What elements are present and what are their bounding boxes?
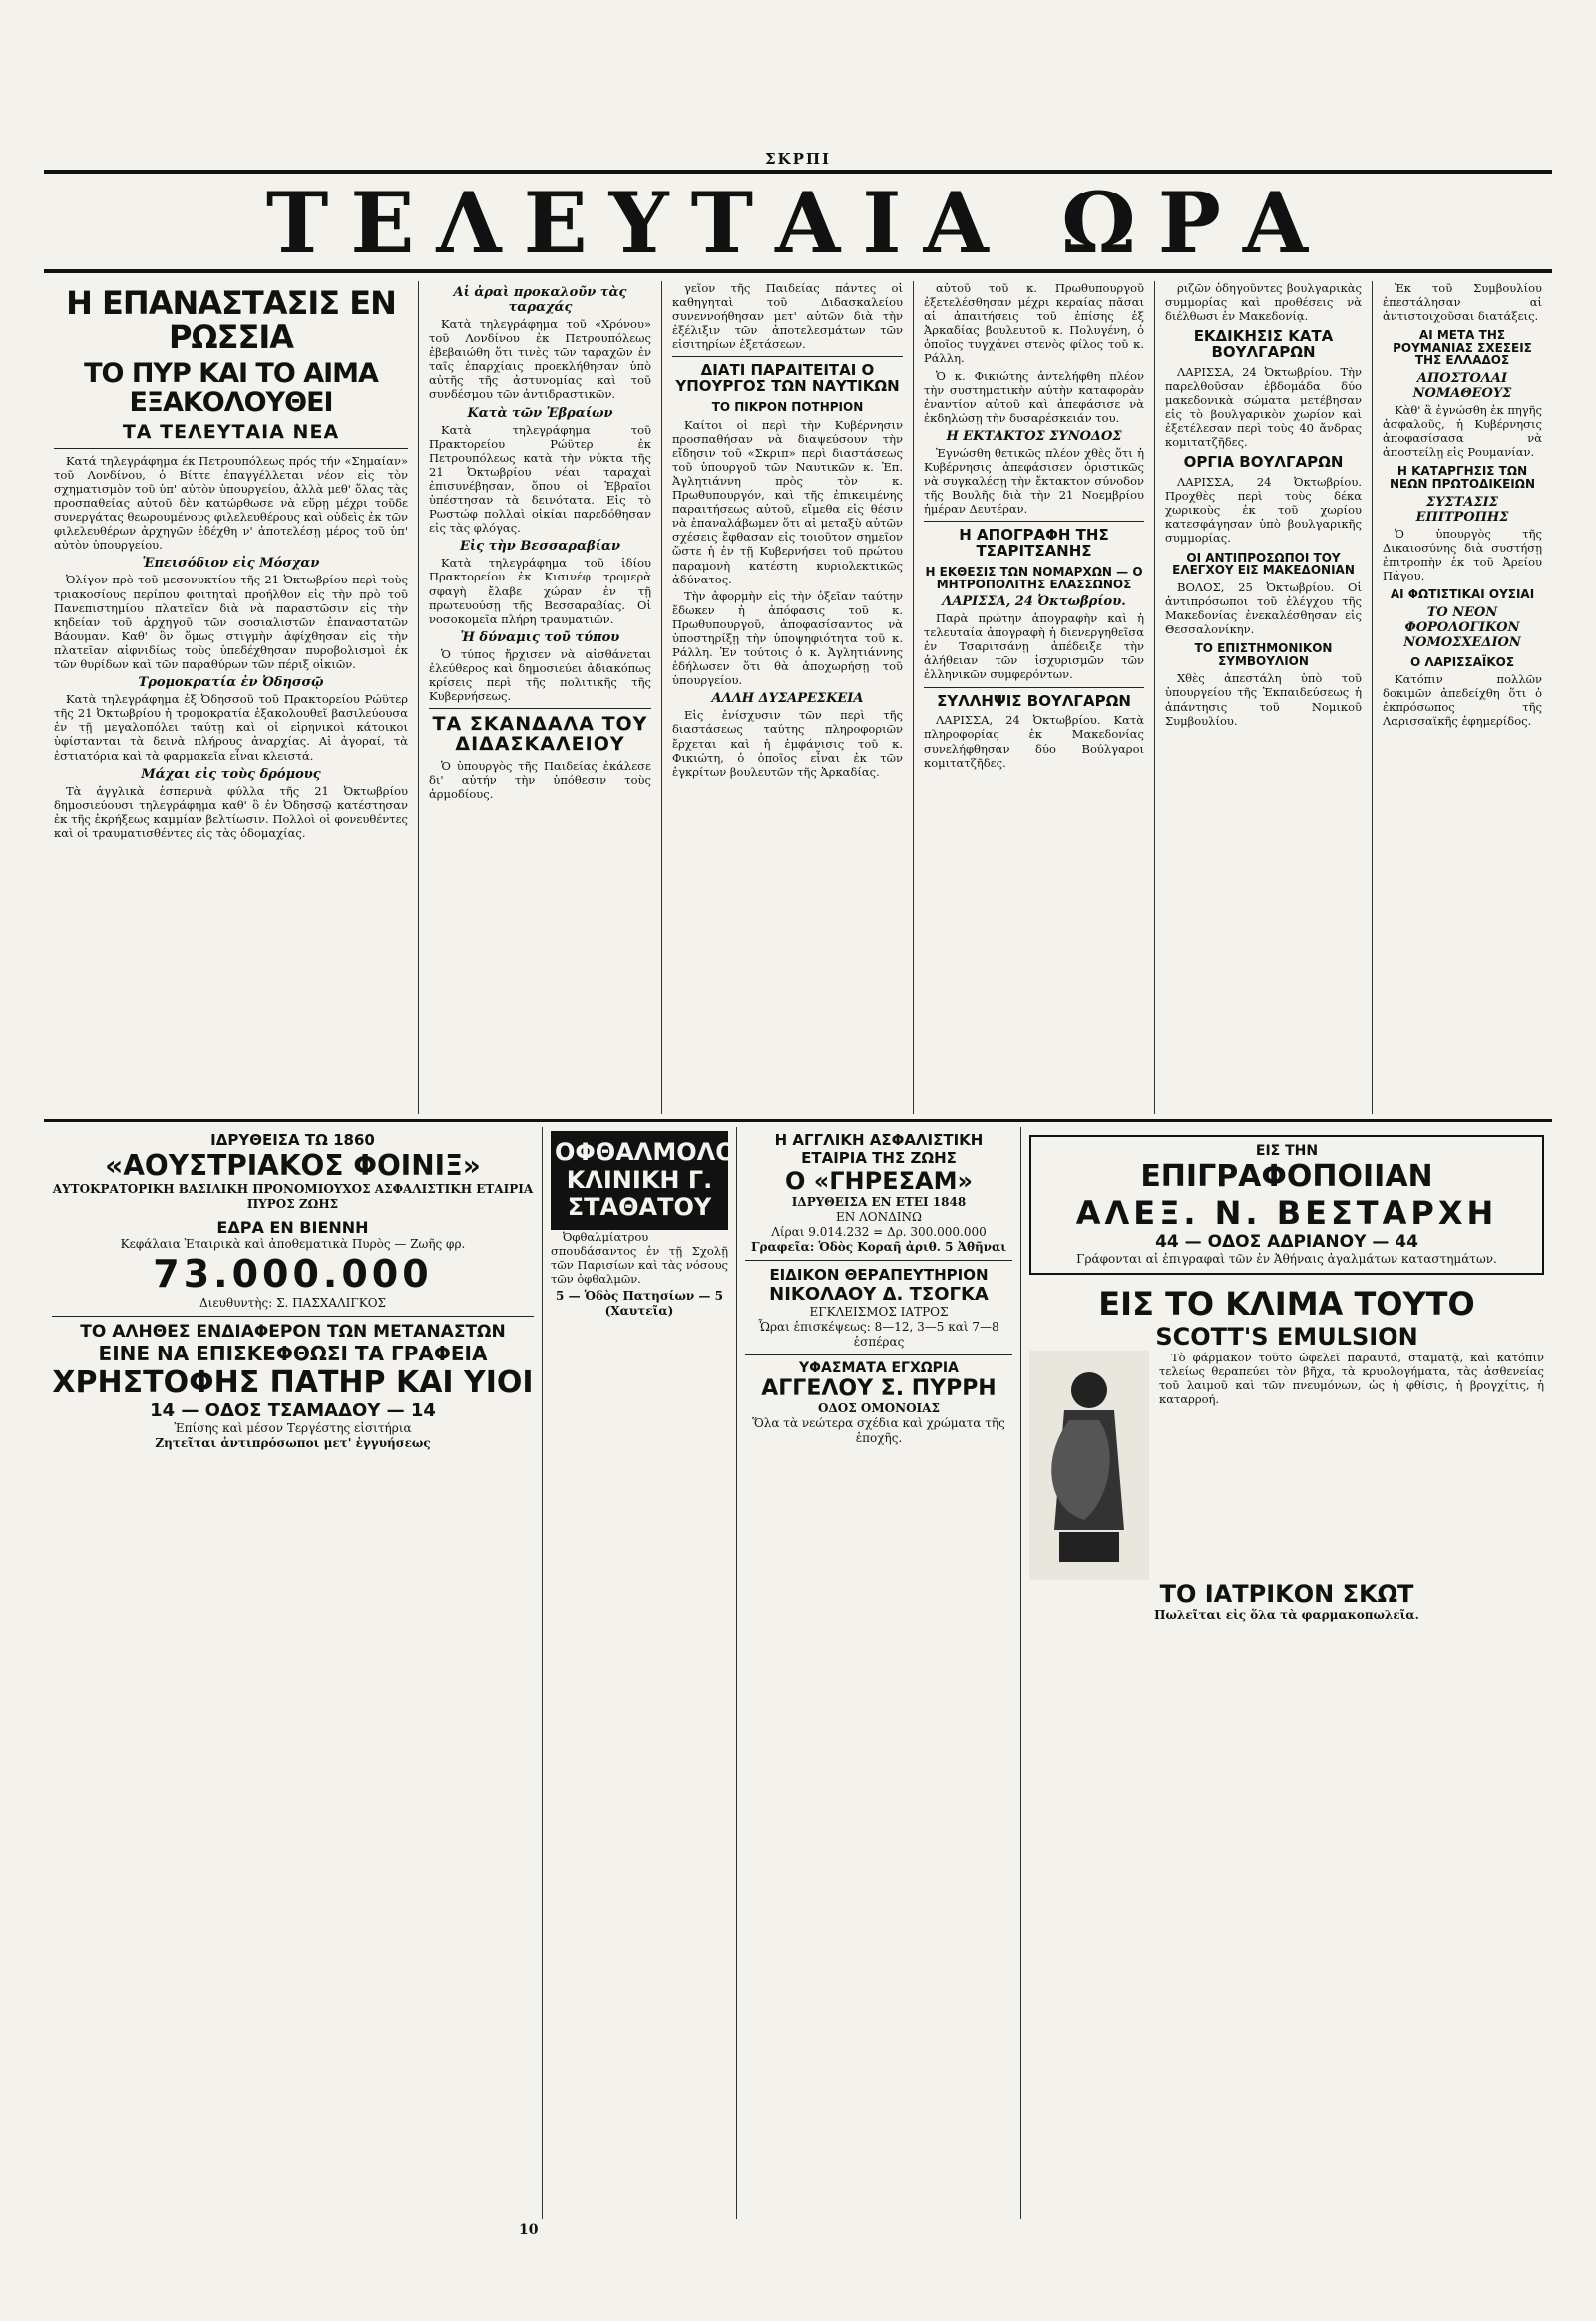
article-text: Ἐγνώσθη θετικῶς πλέον χθὲς ὅτι ἡ Κυβέρνησις ἀπεφάσισεν ὁριστικῶς νὰ συγκαλέσῃ τὴν ἔκτακτον σύνοδον τῆς Βουλῆς διὰ τὴν 21 Νοεμβρίου ἡμέραν Δευτέραν. [924, 445, 1144, 517]
article-text: Κατὰ τηλεγράφημα τοῦ Πρακτορείου Ρώϋτερ ἐκ Πετρουπόλεως κατὰ τὴν νύκτα τῆς 21 Ὀκτωβρίου νέαι ταραχαὶ ἐπισυνέβησαν, ὅπου οἱ Ἑβραῖοι ὑπέστησαν τὰ δεινότατα. Εἰς τὸ Ρωστώφ πολλαὶ οἰκίαι παρεδόθησαν εἰς τὰς φλόγας. [429, 422, 651, 536]
ad-seat: ΕΔΡΑ ΕΝ ΒΙΕΝΝΗ [216, 1218, 369, 1237]
ad-desc: ΑΥΤΟΚΡΑΤΟΡΙΚΗ ΒΑΣΙΛΙΚΗ ΠΡΟΝΟΜΙΟΥΧΟΣ ΑΣΦΑΛΙΣΤΙΚΗ ΕΤΑΙΡΙΑ ΠΥΡΟΣ ΖΩΗΣ [52, 1182, 534, 1211]
ad-note: Γράφονται αἱ ἐπιγραφαὶ τῶν ἐν Ἀθήναις ἀγαλμάτων καταστημάτων. [1076, 1252, 1497, 1266]
page-number: ΣΚΡΠΙ [764, 150, 832, 168]
column-1 [44, 281, 419, 1114]
headline-larissaikos: Ο ΛΑΡΙΣΣΑΪΚΟΣ [1409, 654, 1515, 669]
headline-representatives: ΟΙ ΑΝΤΙΠΡΟΣΩΠΟΙ ΤΟΥ ΕΛΕΓΧΟΥ ΕΙΣ ΜΑΚΕΔΟΝΙΑΝ [1172, 550, 1355, 578]
headline-navy-minister: ΔΙΑΤΙ ΠΑΡΑΙΤΕΙΤΑΙ Ο ΥΠΟΥΡΓΟΣ ΤΩΝ ΝΑΥΤΙΚΩΝ [675, 361, 900, 396]
ad-headline: ΤΟ ΙΑΤΡΙΚΟΝ ΣΚΩΤ [1159, 1580, 1414, 1608]
masthead: ΤΕΛΕΥΤΑΙΑ ΩΡΑ [44, 178, 1552, 273]
ad-fabrics-title: ΥΦΑΣΜΑΤΑ ΕΓΧΩΡΙΑ [799, 1360, 959, 1376]
ad-name: ΧΡΗΣΤΟΦΗΣ ΠΑΤΗΡ ΚΑΙ ΥΙΟΙ [52, 1365, 534, 1400]
article-text: ΛΑΡΙΣΣΑ, 24 Ὀκτωβρίου. Προχθὲς περὶ τοὺς δέκα χωρικοὺς ἐκ τοῦ χωρίου κατεσφάγησαν ὑπὸ βουλγαρικῆς συμμορίας. [1165, 475, 1362, 546]
article-text: Χθὲς ἀπεστάλη ὑπὸ τοῦ ὑπουργείου τῆς Ἐκπαιδεύσεως ἡ ἀπάντησις τοῦ Νομικοῦ Συμβουλίου. [1165, 671, 1362, 728]
article-text: Κατά τηλεγράφημα έκ Πετρουπόλεως πρός τήν «Σημαίαν» τοῦ Λονδίνου, ὁ Βίττε ἐπαγγέλλεται νέον εἰς τὸν σχηματισμὸν τοῦ ὑπ' αὐτὸν ὑπουργείου, ἀλλὰ μεθ' ὅλας τὰς προσπαθείας αὐτοῦ δὲν κατώρθωσε νὰ εὕρῃ μέχρι τοῦδε συνεργάτας θεωρουμένους φιλελευθέρους καὶ οὐδεὶς ἐκ τῶν φιλελευθέρων ἀρχηγῶν ἐδέχθη ν' ἀποτελέσῃ μέρος τοῦ ὑπ' αὐτὸν ὑπουργείου. [54, 453, 408, 553]
column-5 [1155, 281, 1373, 1114]
ad-name: Ο «ΓΗΡΕΣΑΜ» [785, 1167, 973, 1195]
ad-office: Γραφεῖα: Ὁδὸς Κοραῆ ἀριθ. 5 Ἀθῆναι [750, 1240, 1007, 1254]
headline-council: ΤΟ ΕΠΙΣΤΗΜΟΝΙΚΟΝ ΣΥΜΒΟΥΛΙΟΝ [1194, 641, 1333, 668]
column-6 [1373, 281, 1552, 1114]
article-text: Κατὰ τηλεγράφημα ἐξ Ὀδησσοῦ τοῦ Πρακτορείου Ρώϋτερ τῆς 21 Ὀκτωβρίου ἡ τρομοκρατία ἐξακολουθεῖ βασιλεύουσα ἐν τῇ μεγαλοπόλει ταύτῃ καὶ οἱ εἰρηνικοὶ κάτοικοι ὑφίστανται τὰ δεινὰ πλήρους ἀναρχίας. Αἱ ἀγοραί, τὰ ἐστιατόρια καὶ τὰ φαρμακεῖα εἶναι κλειστά. [54, 692, 408, 763]
ad-gresham [737, 1127, 1021, 2219]
subhead: Τρομοκρατία ἐν Ὀδησσῷ [138, 675, 324, 691]
ad-address: 14 — ΟΔΟΣ ΤΣΑΜΑΔΟΥ — 14 [150, 1400, 436, 1421]
divider [745, 1260, 1012, 1261]
ad-capital: 73.000.000 [153, 1252, 433, 1296]
headline-revenge: ΕΚΔΙΚΗΣΙΣ ΚΑΤΑ ΒΟΥΛΓΑΡΩΝ [1193, 327, 1334, 362]
footer-number: 10 [519, 2222, 539, 2238]
article-text: ΛΑΡΙΣΣΑ, 24 Ὀκτωβρίου. Κατὰ πληροφορίας ἐκ Μακεδονίας συνελήφθησαν δύο Βούλγαροι κομιτατζῆδες. [924, 713, 1144, 770]
section-latest-news: ΤΑ ΤΕΛΕΥΤΑΙΑ ΝΕΑ [122, 420, 340, 443]
subhead: Μάχαι εἰς τοὺς δρόμους [141, 766, 321, 782]
ad-founded: ΙΔΡΥΘΕΙΣΑ ΕΝ ΕΤΕΙ 1848 [791, 1195, 967, 1209]
divider [924, 521, 1144, 522]
article-text: αὐτοῦ τοῦ κ. Πρωθυπουργοῦ ἐξετελέσθησαν μέχρι κεραίας πᾶσαι αἱ ἀπαιτήσεις τοῦ ἐπίσης ἐξ Ἀρκαδίας βουλευτοῦ κ. Πολυγένη, ὁ ὁποῖος τυγχάνει στενὸς φίλος τοῦ κ. Ράλλη. [924, 281, 1144, 366]
ad-city: ΕΝ ΛΟΝΔΙΝΩ [836, 1210, 922, 1224]
subhead: ΑΠΟΣΤΟΛΑΙ ΝΟΜΑΘΕΟΥΣ [1412, 371, 1512, 402]
headline-courts: Η ΚΑΤΑΡΓΗΣΙΣ ΤΩΝ ΝΕΩΝ ΠΡΩΤΟΔΙΚΕΙΩΝ [1389, 464, 1536, 492]
headline-orgy: ΟΡΓΙΑ ΒΟΥΛΓΑΡΩΝ [1183, 453, 1344, 472]
article-text: ΒΟΛΟΣ, 25 Ὀκτωβρίου. Οἱ ἀντιπρόσωποι τοῦ ἐλέγχου τῆς Μακεδονίας ἐνεκαλέσθησαν εἰς Θεσσαλονίκην. [1165, 580, 1362, 637]
subhead: ΑΛΛΗ ΔΥΣΑΡΕΣΚΕΙΑ [711, 691, 864, 707]
column-4 [914, 281, 1155, 1114]
ad-line: ΕΙΝΕ ΝΑ ΕΠΙΣΚΕΦΘΩΣΙ ΤΑ ΓΡΑΦΕΙΑ [98, 1342, 488, 1365]
headline-lighting: ΑΙ ΦΩΤΙΣΤΙΚΑΙ ΟΥΣΙΑΙ [1390, 587, 1535, 601]
headline-revolution: Η ΕΠΑΝΑΣΤΑΣΙΣ ΕΝ ΡΩΣΣΙΑ [66, 284, 396, 356]
ad-headline: ΤΟ ΑΛΗΘΕΣ ΕΝΔΙΑΦΕΡΟΝ ΤΩΝ ΜΕΤΑΝΑΣΤΩΝ [80, 1322, 506, 1342]
ad-clinic-role: ΕΓΚΛΕΙΣΜΟΣ ΙΑΤΡΟΣ [809, 1305, 949, 1319]
ad-address: 44 — ΟΔΟΣ ΑΔΡΙΑΝΟΥ — 44 [1155, 1232, 1418, 1252]
article-text: Ὁ τύπος ἤρχισεν νὰ αἰσθάνεται ἐλεύθερος καὶ δημοσιεύει ἀδιακόπως κρίσεις περὶ τῆς πολιτικῆς τῆς Κυβερνήσεως. [429, 646, 651, 704]
article-text: Ὁ ὑπουργὸς τῆς Παιδείας ἐκάλεσε δι' αὐτήν τὴν ὑπόθεσιν τοὺς ἁρμοδίους. [429, 759, 651, 802]
divider [745, 1354, 1012, 1355]
news-columns [44, 281, 1552, 1114]
subheadline-census: Η ΕΚΘΕΣΙΣ ΤΩΝ ΝΟΜΑΡΧΩΝ — Ο ΜΗΤΡΟΠΟΛΙΤΗΣ ΕΛΑΣΣΩΝΟΣ [925, 564, 1143, 591]
article-text: Τὴν ἀφορμὴν εἰς τὴν ὀξεῖαν ταύτην ἔδωκεν ἡ ἀπόφασις τοῦ κ. Πρωθυπουργοῦ, ἀποφασίσαντος νὰ ὑποστηρίξῃ τὴν ὑποψηφιότητα τοῦ κ. Ράλλη. Ἐν τούτοις ὁ κ. Ἀγλητιάννης ἐδήλωσεν ὅτι θὰ ἀποχωρήσῃ τοῦ ὑπουργείου. [672, 588, 903, 688]
article-text: Τὰ ἀγγλικὰ ἑσπερινὰ φύλλα τῆς 21 Ὀκτωβρίου δημοσιεύουσι τηλεγράφημα καθ' ὃ ἐν Ὀδησσῷ κατέστησαν ἐκ τῆς ἐκρήξεως καμμίαν βελτίωσιν. Πολλοὶ οἱ φονευθέντες καὶ οἱ τραυματισθέντες εἰς τὰς ὁδομαχίας. [54, 783, 408, 840]
ad-founded: ΙΔΡΥΘΕΙΣΑ ΤΩ 1860 [210, 1131, 375, 1149]
divider [429, 708, 651, 709]
subhead: ΣΥΣΤΑΣΙΣ ΕΠΙΤΡΟΠΗΣ [1415, 494, 1509, 525]
ads-separator [44, 1119, 1552, 1122]
ad-ophthalmology [543, 1127, 799, 2219]
ad-fabrics-desc: Ὅλα τὰ νεώτερα σχέδια καὶ χρώματα τῆς ἐποχῆς. [752, 1416, 1005, 1445]
article-text: ΛΑΡΙΣΣΑ, 24 Ὀκτωβρίου. Τὴν παρελθοῦσαν ἑβδομάδα δύο μακεδονικὰ σώματα μετέβησαν εἰς τὸ βουλγαρικὸν χωρίον καὶ ἐξετέλεσαν περὶ τοὺς 40 ἄνδρας κομιτατζῆδες. [1165, 364, 1362, 450]
ad-text: Ὀφθαλμίατρου σπουδάσαντος ἐν τῇ Σχολῇ τῶν Παρισίων καὶ τὰς νόσους τῶν ὀφθαλμῶν. [551, 1229, 728, 1287]
ad-headline: ΕΙΣ ΤΟ ΚΛΙΜΑ ΤΟΥΤΟ [1098, 1285, 1475, 1323]
article-text: Καίτοι οἱ περὶ τὴν Κυβέρνησιν προσπαθήσαν νὰ διαψεύσουν τὴν εἴδησιν τοῦ «Σκριπ» περὶ διαστάσεως τοῦ ὑπουργοῦ τῶν Ναυτικῶν κ. Ἐπ. Ἀγλητιάννη πρὸς τὸν κ. Πρωθυπουργόν, καὶ τῆς ἐπικειμένης παραιτήσεως αὐτοῦ, εἴμεθα εἰς θέσιν νὰ ἐπαναλάβωμεν ὅτι αἱ μεταξὺ αὐτῶν σχέσεις ἔφθασαν εἰς τοιοῦτον σημεῖον ὥστε ἡ ἐν τῇ Κυβερνήσει τοῦ πρώτου παραμονὴ κατέστη κυριολεκτικῶς ἀδύνατος. [672, 417, 903, 586]
ad-address: 5 — Ὁδὸς Πατησίων — 5 (Χαυτεῖα) [556, 1289, 723, 1319]
column-2 [419, 281, 662, 1114]
subhead: Κατὰ τῶν Ἑβραίων [467, 405, 613, 421]
subhead: Η ΕΚΤΑΚΤΟΣ ΣΥΝΟΔΟΣ [946, 428, 1122, 444]
dateline: ΛΑΡΙΣΣΑ, 24 Ὀκτωβρίου. [942, 594, 1126, 610]
article-text: Παρὰ πρώτην ἀπογραφὴν καὶ ἡ τελευταία ἀπογραφὴ ἡ διενεργηθεῖσα ἐν Τσαριτσάνῃ ἀπέδειξε τὴν ἀλήθειαν τῶν ἰσχυρισμῶν τῶν ἐλληνικῶν συμφερόντων. [924, 611, 1144, 682]
ad-contact: Ζητεῖται ἀντιπρόσωποι μετ' ἐγγυήσεως [155, 1436, 431, 1450]
divider [54, 448, 408, 449]
ad-capital-label: Κεφάλαια Ἑταιρικὰ καὶ ἀποθεματικὰ Πυρὸς — Ζωῆς φρ. [120, 1237, 466, 1251]
headline-romania: ΑΙ ΜΕΤΑ ΤΗΣ ΡΟΥΜΑΝΙΑΣ ΣΧΕΣΕΙΣ ΤΗΣ ΕΛΛΑΔΟΣ [1393, 328, 1532, 368]
subhead: Εἰς τὴν Βεσσαραβίαν [459, 539, 621, 555]
ad-fabrics-street: ΟΔΟΣ ΟΜΟΝΟΙΑΣ [818, 1401, 940, 1415]
ad-title: ΕΠΙΓΡΑΦΟΠΟΙΙΑΝ [1140, 1159, 1433, 1194]
ad-signs-box [1029, 1135, 1544, 1275]
ad-capital: Λίραι 9.014.232 = Δρ. 300.000.000 [771, 1225, 987, 1239]
ad-tickets: Ἐπίσης καὶ μέσον Τεργέστης εἰσιτήρια [174, 1421, 412, 1435]
article-text: Ὁ κ. Φικιώτης ἀντελήφθη πλέον τὴν συστηματικὴν αὐτὴν καταφορὰν ἐναντίον αὐτοῦ καὶ ἀπεφάσισε νὰ ἐκδηλώσῃ τὴν δυσαρέσκειάν του. [924, 368, 1144, 425]
ad-title: Η ΑΓΓΛΙΚΗ ΑΣΦΑΛΙΣΤΙΚΗ ΕΤΑΙΡΙΑ ΤΗΣ ΖΩΗΣ [774, 1131, 984, 1167]
divider [52, 1316, 534, 1317]
subheadline-fire-blood: ΤΟ ΠΥΡ ΚΑΙ ΤΟ ΑΙΜΑ ΕΞΑΚΟΛΟΥΘΕΙ [84, 358, 378, 418]
headline-scandals: ΤΑ ΣΚΑΝΔΑΛΑ ΤΟΥ ΔΙΔΑΣΚΑΛΕΙΟΥ [432, 713, 648, 756]
article-text: γεῖον τῆς Παιδείας πάντες οἱ καθηγηταὶ τοῦ Διδασκαλείου συνεννοήθησαν μετ' αὐτῶν διὰ τὴν ἐξέλιξιν τῶν ἀποτελεσμάτων τῶν εἰσιτηρίων ἐξετάσεων. [672, 281, 903, 352]
ad-clinic-title: ΕΙΔΙΚΟΝ ΘΕΡΑΠΕΥΤΗΡΙΟΝ [769, 1266, 989, 1284]
ad-clinic-name: ΝΙΚΟΛΑΟΥ Δ. ΤΣΟΓΚΑ [769, 1284, 989, 1305]
article-text: Κὰθ' ἃ ἐγνώσθη ἐκ πηγῆς ἀσφαλοῦς, ἡ Κυβέρνησις ἀποφασίσασα νὰ ἀποστείλῃ εἰς Ρουμανίαν. [1383, 403, 1542, 460]
article-text: ριζῶν ὁδηγοῦντες βουλγαρικὰς συμμορίας καὶ προθέσεις νὰ διέλθωσι ἐν Μακεδονίᾳ. [1165, 281, 1362, 324]
ad-clinic-title: ΟΦΘΑΛΜΟΛΟΓΙΚΗ ΚΛΙΝΙΚΗ Γ. ΣΤΑΘΑΤΟΥ [551, 1131, 728, 1230]
fisherman-icon [1029, 1351, 1149, 1580]
ad-lead: ΕΙΣ ΤΗΝ [1255, 1143, 1319, 1159]
article-text: Εἰς ἐνίσχυσιν τῶν περὶ τῆς διαστάσεως ταύτης πληροφοριῶν ἔρχεται καὶ ἡ ἐμφάνισις τοῦ κ. Φικιώτη, ὁ ὁποῖος εἶναι ἐκ τῶν ἐγκρίτων βουλευτῶν τῆς Ἀρκαδίας. [672, 708, 903, 779]
article-text: Κατὰ τηλεγράφημα τοῦ «Χρόνου» τοῦ Λονδίνου ἐκ Πετρουπόλεως ἐβεβαιώθη ὅτι τινὲς τῶν ταραχῶν ἐν ταῖς ἐπαρχίαις προεκλήθησαν ὑπὸ αὐτῆς τῆς ἀστυνομίας καὶ τοῦ συνδέσμου τῶν ἀντιδραστικῶν. [429, 317, 651, 402]
subhead: Ἡ δύναμις τοῦ τύπου [460, 629, 620, 645]
divider [924, 687, 1144, 688]
ad-hours: Ὧραι ἐπισκέψεως: 8—12, 3—5 καὶ 7—8 ἑσπέρας [758, 1320, 999, 1349]
article-text: Κατόπιν πολλῶν δοκιμῶν ἀπεδείχθη ὅτι ὁ ἐκπρόσωπος τῆς Λαρισσαϊκῆς ἐφημερίδος. [1383, 672, 1542, 729]
ad-sold: Πωλεῖται εἰς ὅλα τὰ φαρμακοπωλεῖα. [1154, 1608, 1419, 1622]
ad-signs-emulsion [1021, 1127, 1552, 2219]
subhead: Ἐπεισόδιον εἰς Μόσχαν [142, 556, 320, 572]
ad-insurance [44, 1127, 543, 2219]
headline-arrest: ΣΥΛΛΗΨΙΣ ΒΟΥΛΓΑΡΩΝ [937, 691, 1131, 710]
subhead: ΤΟ ΝΕΟΝ ΦΟΡΟΛΟΓΙΚΟΝ ΝΟΜΟΣΧΕΔΙΟΝ [1403, 604, 1521, 650]
ad-name: ΑΛΕΞ. Ν. ΒΕΣΤΑΡΧΗ [1075, 1194, 1498, 1232]
advertisement-section [44, 1127, 1552, 2219]
ad-product: SCOTT'S EMULSION [1155, 1323, 1418, 1351]
headline-census: Η ΑΠΟΓΡΑΦΗ ΤΗΣ ΤΣΑΡΙΤΣΑΝΗΣ [959, 526, 1109, 561]
article-text: Κατὰ τηλεγράφημα τοῦ ἰδίου Πρακτορείου ἐκ Κισινέφ τρομερὰ σφαγὴ ἔλαβε χώραν ἐν τῇ πρωτευούσῃ τῆς Βεσσαραβίας. Οἱ νοσοκομεῖα πλήρη τραυματιῶν. [429, 556, 651, 626]
subhead: Αἱ ἀραὶ προκαλοῦν τὰς ταραχάς [453, 285, 627, 315]
ad-company: «ΑΟΥΣΤΡΙΑΚΟΣ ΦΟΙΝΙΞ» [105, 1149, 481, 1182]
ad-director: Διευθυντὴς: Σ. ΠΑΣΧΑΛΙΓΚΟΣ [199, 1296, 387, 1310]
ad-body: Τὸ φάρμακον τοῦτο ὠφελεῖ παραυτά, σταματᾷ, καὶ κατόπιν τελείως θεραπεύει τὸν βῆχα, τὰ κρυολογήματα, τὰς ἀσθενείας τοῦ λαιμοῦ καὶ τῶν πνευμόνων, ὡς ἡ φθίσις, ἡ βρογχίτις, ἡ καταρροή. [1159, 1351, 1544, 1407]
article-text: Ὁ ὑπουργὸς τῆς Δικαιοσύνης διὰ συστήσῃ ἐπιτροπὴν ἐκ τοῦ Ἀρείου Πάγου. [1383, 526, 1542, 582]
article-text: Ὀλίγον πρὸ τοῦ μεσονυκτίου τῆς 21 Ὀκτωβρίου περὶ τοὺς τριακοσίους περίπου φοιτηταὶ προήλθον εἰς τὴν πρὸ τοῦ Πανεπιστημίου πλατεῖαν διὰ νὰ παραστῶσιν εἰς τὴν κηδείαν τοῦ ἀρχηγοῦ τῶν σοσιαλιστῶν ἐπαναστατῶν Βάουμαν. Καθ' ὃν ὅμως στιγμὴν ἀφίχθησαν εἰς τὴν πλατεῖαν αἰφνιδίως τοὺς ὑπεδέχθησαν πυροβολισμοὶ ἐκ τῶν θυρίδων καὶ τῶν παραθύρων τῶν πέριξ οἰκιῶν. [54, 573, 408, 672]
column-3 [662, 281, 914, 1114]
ad-fabrics-name: ΑΓΓΕΛΟΥ Σ. ΠΥΡΡΗ [761, 1376, 997, 1401]
divider [672, 356, 903, 357]
subheadline-bitter-cup: ΤΟ ΠΙΚΡΟΝ ΠΟΤΗΡΙΟΝ [711, 399, 864, 414]
article-text: Ἐκ τοῦ Συμβουλίου ἐπεστάλησαν αἱ ἀντιστοιχοῦσαι διατάξεις. [1383, 281, 1542, 324]
